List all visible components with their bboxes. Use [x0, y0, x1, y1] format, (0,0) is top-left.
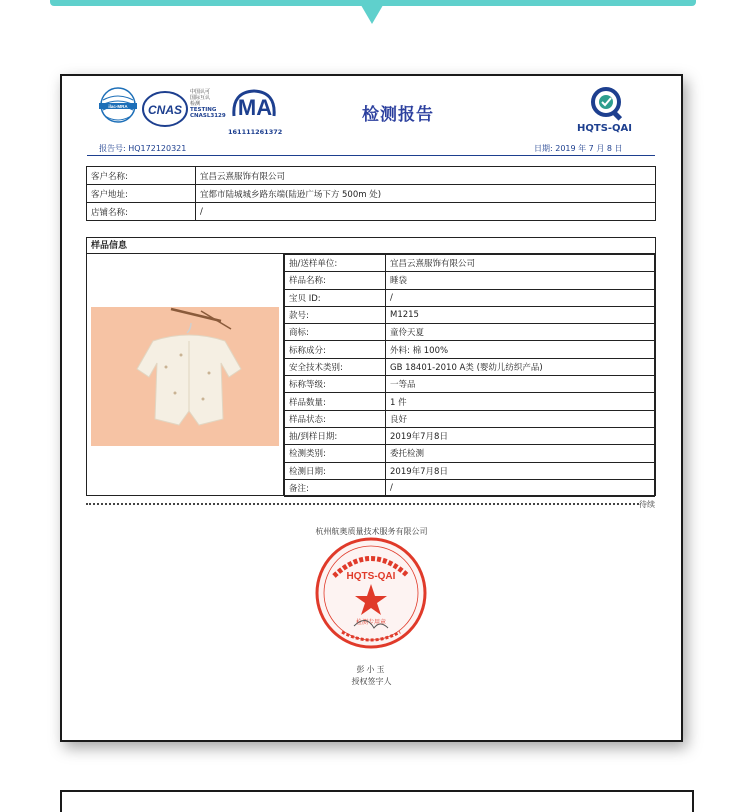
sample-info-table [284, 254, 655, 497]
table-row [285, 289, 655, 306]
store-name-value: / [196, 203, 656, 221]
cnas-caption: 中国认可 国际互认 检测 TESTING CNASL3129 [190, 89, 226, 119]
row-value: 委托检测 [386, 445, 655, 462]
client-address-label: 客户地址: [87, 185, 196, 203]
svg-text:检测专用章: 检测专用章 [355, 619, 387, 626]
sample-photo [91, 307, 279, 446]
row-value: 2019年7月8日 [386, 462, 655, 479]
row-value: / [386, 479, 655, 496]
down-arrow-icon [358, 0, 386, 24]
svg-text:CNAS: CNAS [147, 103, 183, 117]
svg-text:ilac-MRA: ilac-MRA [108, 104, 128, 109]
row-label: 抽/到样日期: [285, 427, 386, 444]
table-row [285, 376, 655, 393]
row-label: 商标: [285, 324, 386, 341]
hqts-logo [590, 86, 626, 122]
table-row [285, 358, 655, 375]
table-row [285, 410, 655, 427]
sample-photo-cell [87, 254, 284, 496]
client-name-label: 客户名称: [87, 167, 196, 185]
cnas-logo [142, 89, 188, 129]
row-label: 宝贝 ID: [285, 289, 386, 306]
client-address-value: 宜都市陆城城乡路东端(陆逊广场下方 500m 处) [196, 185, 656, 203]
report-date: 日期: 2019 年 7 月 8 日 [534, 144, 623, 153]
cma-number: 161111261372 [228, 128, 283, 136]
row-label: 样品状态: [285, 410, 386, 427]
table-row [285, 255, 655, 272]
row-value: / [386, 289, 655, 306]
row-label: 样品名称: [285, 272, 386, 289]
table-row [87, 167, 656, 185]
official-seal [314, 536, 428, 650]
table-row [285, 306, 655, 323]
table-row [285, 427, 655, 444]
sleeping-bag-image [91, 307, 279, 446]
next-page-edge [60, 790, 694, 812]
store-name-label: 店铺名称: [87, 203, 196, 221]
row-value: 一等品 [386, 376, 655, 393]
row-label: 检测日期: [285, 462, 386, 479]
signer-name: 彭小玉 [356, 665, 387, 674]
row-label: 款号: [285, 306, 386, 323]
report-number: 报告号: HQ172120321 [99, 144, 187, 153]
row-value: 2019年7月8日 [386, 427, 655, 444]
row-value: M1215 [386, 306, 655, 323]
hqts-name: HQTS-QAI [577, 123, 633, 134]
signer-title: 授权签字人 [351, 677, 392, 686]
row-value: 1 件 [386, 393, 655, 410]
table-row [87, 185, 656, 203]
table-row [285, 272, 655, 289]
row-value: 良好 [386, 410, 655, 427]
table-row [285, 445, 655, 462]
sample-info-section [86, 237, 656, 496]
cma-logo [228, 86, 280, 122]
table-row [285, 393, 655, 410]
client-info-table [86, 166, 656, 221]
row-label: 安全技术类别: [285, 358, 386, 375]
table-row [87, 203, 656, 221]
ilac-mra-logo [99, 86, 137, 130]
client-name-value: 宜昌云熹服饰有限公司 [196, 167, 656, 185]
row-label: 样品数量: [285, 393, 386, 410]
row-value: 童伶天夏 [386, 324, 655, 341]
header-divider [87, 155, 655, 156]
row-value: 宜昌云熹服饰有限公司 [386, 255, 655, 272]
table-row [285, 341, 655, 358]
row-value: 睡袋 [386, 272, 655, 289]
row-label: 标称等级: [285, 376, 386, 393]
report-title: 检测报告 [362, 105, 434, 125]
svg-text:MA: MA [237, 95, 273, 120]
issuing-company: 杭州航奥质量技术服务有限公司 [315, 527, 428, 536]
table-row [285, 479, 655, 496]
row-label: 检测类别: [285, 445, 386, 462]
continuation-label: 待续 [639, 500, 655, 509]
row-label: 标称成分: [285, 341, 386, 358]
row-value: 外料: 棉 100% [386, 341, 655, 358]
table-row [285, 462, 655, 479]
continuation-dotted-line [86, 503, 639, 505]
test-report-document [60, 74, 683, 742]
row-label: 抽/送样单位: [285, 255, 386, 272]
row-label: 备注: [285, 479, 386, 496]
sample-section-title: 样品信息 [87, 238, 655, 254]
table-row [285, 324, 655, 341]
svg-text:HQTS-QAI: HQTS-QAI [346, 571, 396, 582]
row-value: GB 18401-2010 A类 (婴幼儿纺织产品) [386, 358, 655, 375]
